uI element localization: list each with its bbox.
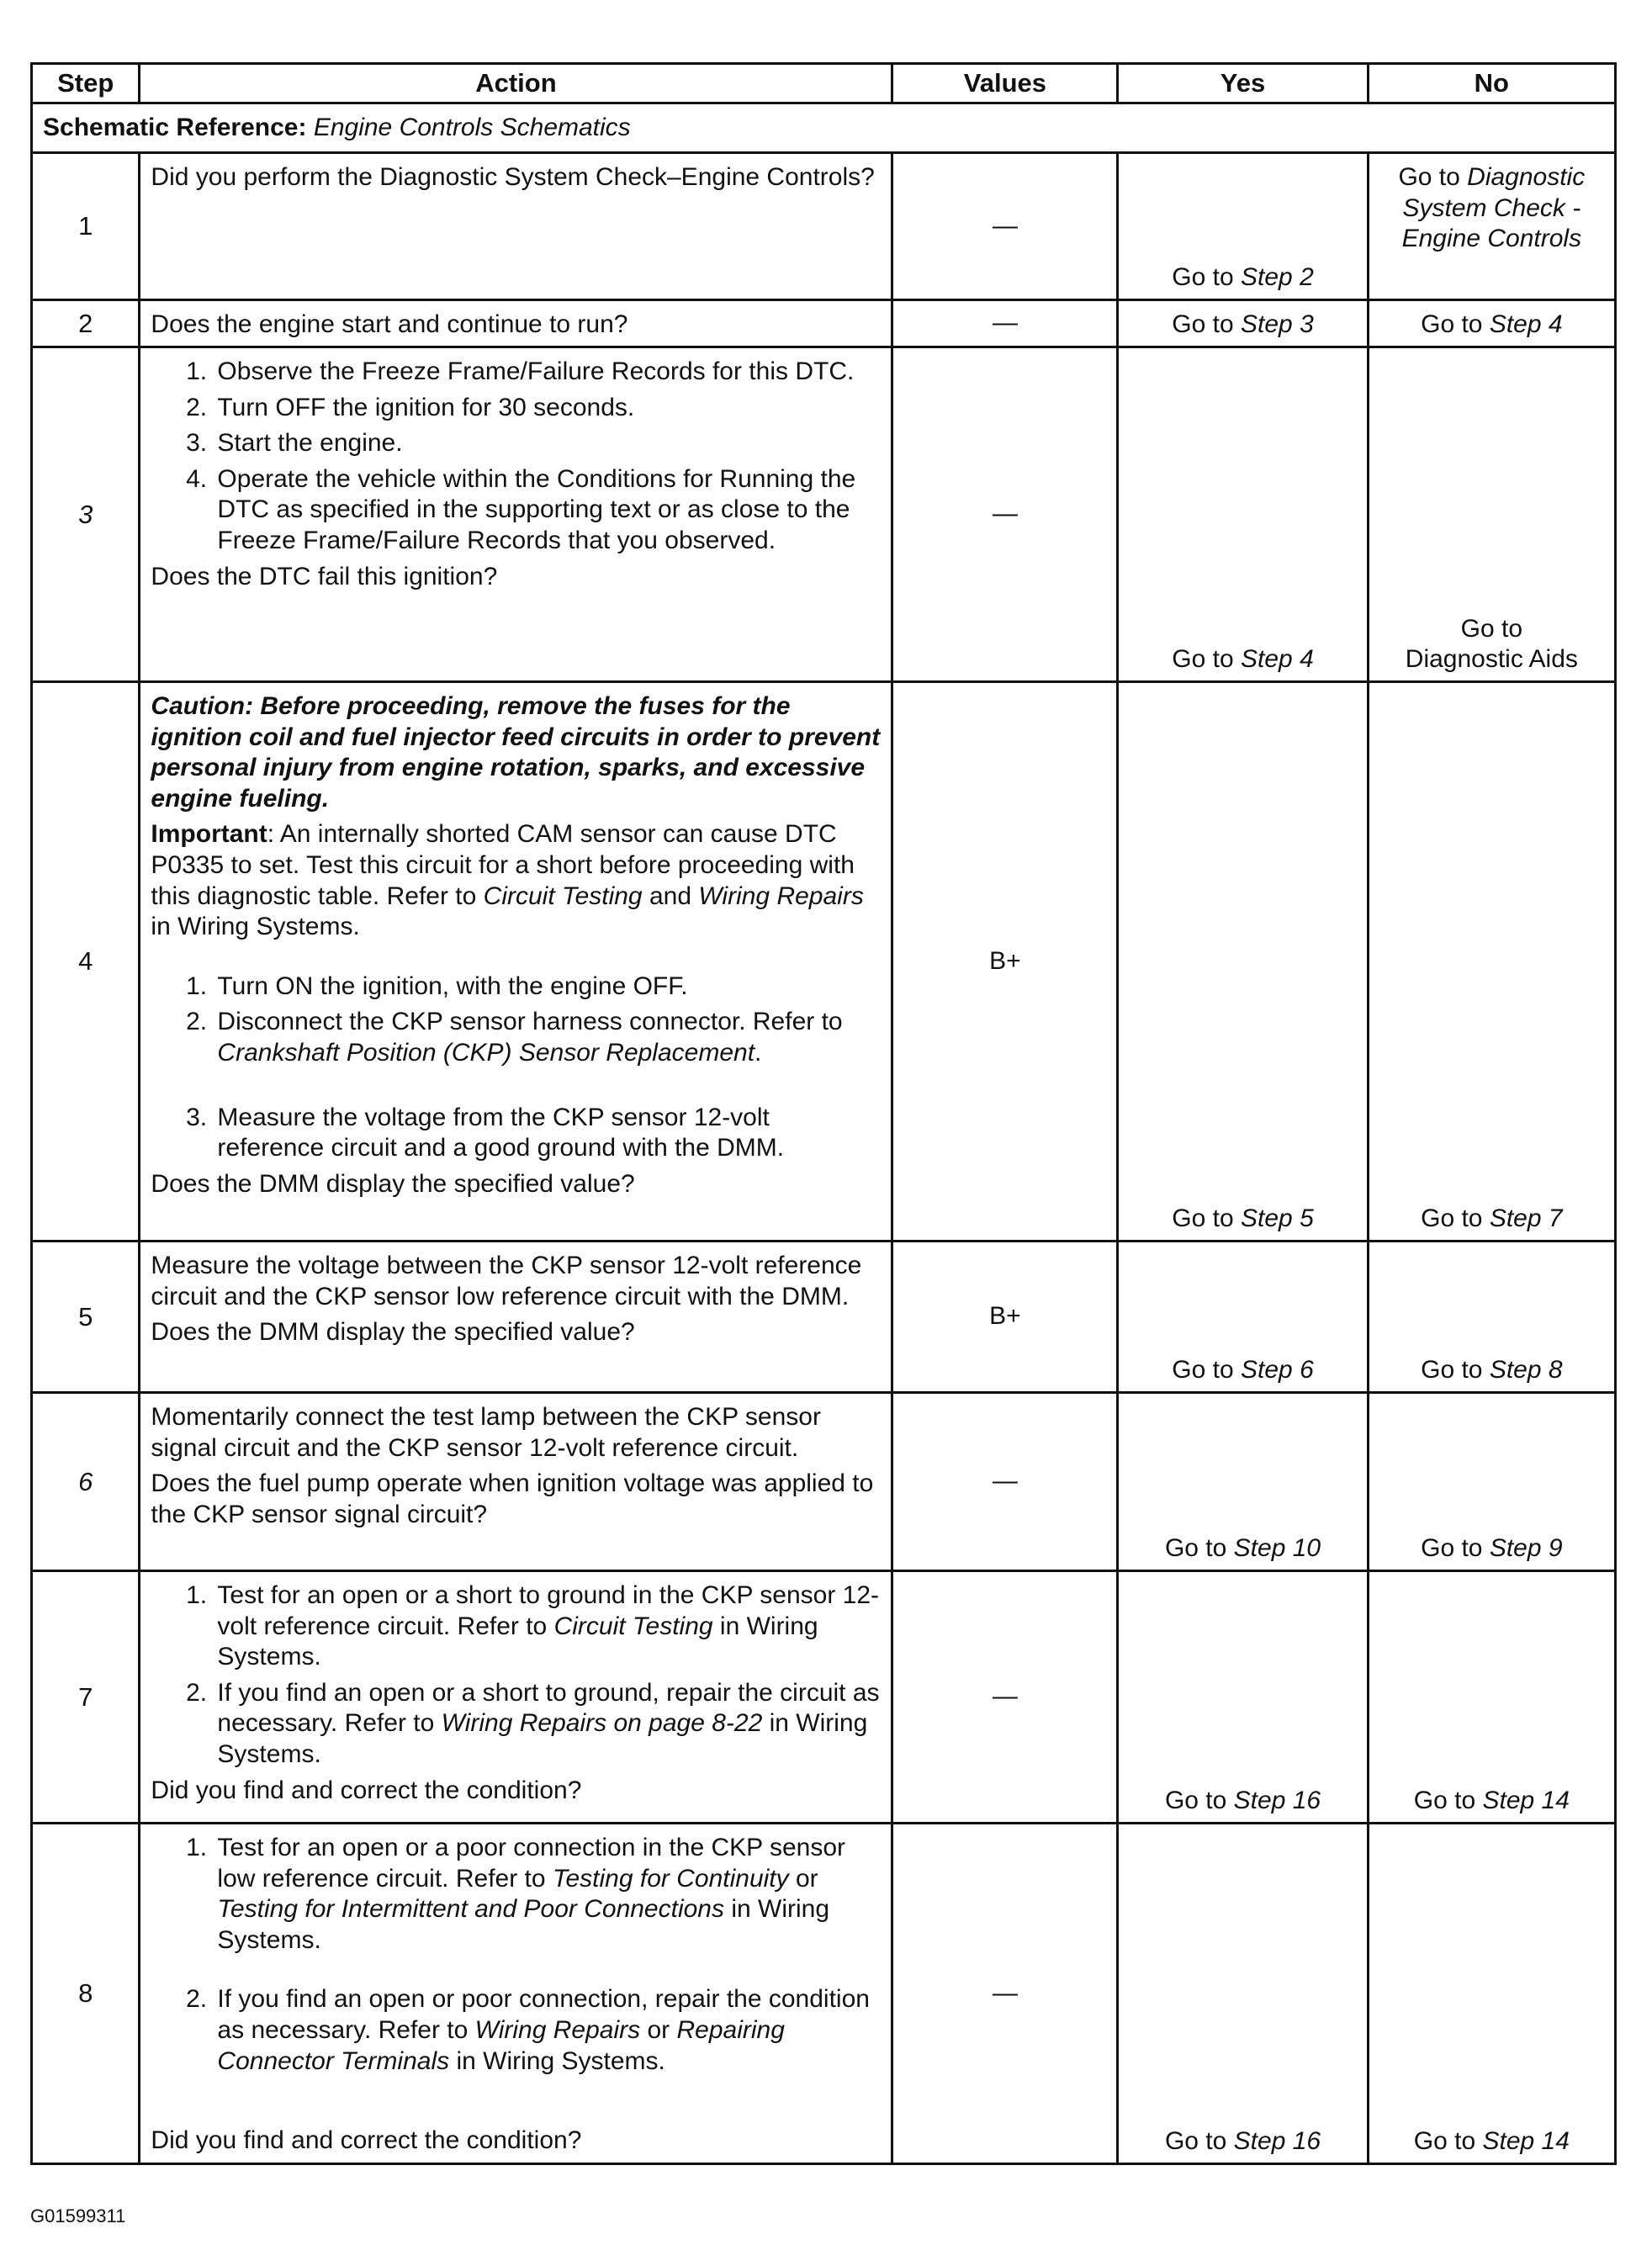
- important-label: Important: [151, 820, 267, 849]
- go-to-label: Go to: [1421, 1204, 1483, 1233]
- step-number: 4: [32, 682, 140, 1242]
- go-to-label: Go to: [1164, 1534, 1227, 1563]
- go-to-label: Go to: [1172, 310, 1234, 339]
- header-no: No: [1368, 64, 1615, 103]
- yes-cell: [1118, 1393, 1368, 1571]
- reference-link: Wiring Repairs on page 8-22: [441, 1709, 763, 1738]
- value-cell: B+: [892, 682, 1118, 1242]
- go-to-label: Go to: [1172, 1356, 1234, 1384]
- yes-step-ref: Step 16: [1233, 2127, 1321, 2156]
- yes-cell: [1118, 1571, 1368, 1824]
- value-cell: —: [892, 1571, 1118, 1824]
- action-text: Does the engine start and continue to run?: [151, 310, 628, 338]
- table-row: [32, 682, 1616, 1242]
- question-text: Does the DMM display the specified value?: [151, 1169, 635, 1198]
- no-cell: [1368, 1242, 1615, 1393]
- value-cell: —: [892, 153, 1118, 300]
- yes-cell: [1118, 1824, 1368, 2164]
- step-number: 7: [32, 1571, 140, 1824]
- no-step-ref: Step 9: [1489, 1534, 1563, 1563]
- reference-link: Wiring Repairs: [474, 2015, 641, 2044]
- list-item: 4. Operate the vehicle within the Conditions for Running the DTC as specified in the supporting text or as close to the Freeze Frame/Failure Records that you observed.: [214, 464, 881, 557]
- go-to-label: Go to: [1164, 1787, 1227, 1815]
- go-to-label: Go to: [1398, 163, 1460, 191]
- list-item: 2. Turn OFF the ignition for 30 seconds.: [214, 393, 881, 424]
- connector-text: in Wiring Systems.: [151, 913, 360, 941]
- go-to-label: Go to: [1172, 645, 1234, 674]
- header-step: Step: [32, 64, 140, 103]
- list-item: 1. Turn ON the ignition, with the engine OFF.: [214, 972, 881, 1003]
- connector-text: in Wiring Systems.: [217, 1895, 830, 1954]
- go-to-label: Go to: [1421, 1356, 1483, 1384]
- action-cell: [140, 300, 892, 347]
- go-to-label: Go to: [1421, 310, 1483, 339]
- no-step-ref: Step 7: [1489, 1204, 1563, 1233]
- caution-text: Caution: Before proceeding, remove the fuses for the ignition coil and fuel injector feed circuits in order to prevent personal injury from engine rotation, sparks, and excessive engine fueling.: [151, 692, 881, 813]
- no-cell: [1368, 153, 1615, 300]
- connector-text: or: [795, 1864, 818, 1893]
- header-values: Values: [892, 64, 1118, 103]
- step-number: 3: [32, 347, 140, 682]
- value-cell: B+: [892, 1242, 1118, 1393]
- yes-step-ref: Step 4: [1241, 645, 1314, 674]
- question-text: Did you find and correct the condition?: [151, 1776, 582, 1804]
- procedure-list: [151, 357, 881, 557]
- step-number: 1: [32, 153, 140, 300]
- list-item-text: Test for an open or a short to ground in the CKP sensor 12-volt reference circuit. Refer to: [217, 1581, 879, 1640]
- yes-cell: [1118, 682, 1368, 1242]
- action-cell: [140, 1571, 892, 1824]
- list-item-text: Disconnect the CKP sensor harness connector. Refer to: [217, 1008, 843, 1036]
- value-cell: —: [892, 300, 1118, 347]
- no-step-ref: Diagnostic Aids: [1405, 645, 1578, 674]
- table-row: [32, 300, 1616, 347]
- procedure-list: [151, 1833, 881, 2077]
- go-to-label: Go to: [1413, 2127, 1476, 2156]
- action-cell: [140, 1242, 892, 1393]
- value-cell: —: [892, 1824, 1118, 2164]
- reference-link: Wiring Repairs: [698, 882, 864, 910]
- question-text: Does the fuel pump operate when ignition voltage was applied to the CKP sensor signal circuit?: [151, 1469, 874, 1528]
- no-cell: [1368, 1824, 1615, 2164]
- schematic-reference-row: [32, 103, 1616, 153]
- yes-step-ref: Step 5: [1241, 1204, 1314, 1233]
- connector-text: in Wiring Systems.: [456, 2046, 665, 2075]
- list-item: [214, 1833, 881, 1956]
- no-cell: [1368, 682, 1615, 1242]
- value-cell: —: [892, 347, 1118, 682]
- connector-text: or: [647, 2015, 670, 2044]
- list-item: [214, 1678, 881, 1771]
- list-item: 3. Start the engine.: [214, 428, 881, 459]
- yes-step-ref: Step 6: [1241, 1356, 1314, 1384]
- yes-step-ref: Step 2: [1241, 263, 1314, 292]
- list-item: 1. Observe the Freeze Frame/Failure Records for this DTC.: [214, 357, 881, 388]
- action-cell: [140, 153, 892, 300]
- go-to-label: Go to: [1164, 2127, 1227, 2156]
- yes-cell: [1118, 300, 1368, 347]
- schematic-reference-label: Schematic Reference:: [43, 113, 307, 141]
- header-yes: Yes: [1118, 64, 1368, 103]
- yes-step-ref: Step 3: [1241, 310, 1314, 339]
- table-row: [32, 1393, 1616, 1571]
- yes-cell: [1118, 153, 1368, 300]
- list-item: [214, 1007, 881, 1068]
- reference-link: Circuit Testing: [483, 882, 643, 910]
- list-item-text: Test for an open or a poor connection in the CKP sensor low reference circuit. Refer to: [217, 1834, 845, 1893]
- reference-link: Testing for Intermittent and Poor Connections: [217, 1895, 724, 1924]
- step-number: 8: [32, 1824, 140, 2164]
- no-step-ref: Step 14: [1482, 2127, 1570, 2156]
- list-item-text: If you find an open or a short to ground, repair the circuit as necessary. Refer to: [217, 1678, 880, 1738]
- go-to-label: Go to: [1460, 614, 1523, 643]
- diagnostic-table: [30, 62, 1617, 2165]
- schematic-reference-value: Engine Controls Schematics: [313, 113, 631, 141]
- reference-link: Circuit Testing: [553, 1612, 713, 1640]
- action-text: Momentarily connect the test lamp between the CKP sensor signal circuit and the CKP sensor 12-volt reference circuit.: [151, 1403, 821, 1462]
- action-cell: [140, 347, 892, 682]
- table-row: [32, 1824, 1616, 2164]
- no-step-ref: Step 4: [1489, 310, 1563, 339]
- list-item-text: If you find an open or poor connection, repair the condition as necessary. Refer to: [217, 1985, 870, 2044]
- list-item: 3. Measure the voltage from the CKP sensor 12-volt reference circuit and a good ground with the DMM.: [214, 1103, 881, 1164]
- important-note: [151, 819, 881, 942]
- question-text: Did you find and correct the condition?: [151, 2126, 582, 2155]
- no-step-ref: Step 8: [1489, 1356, 1563, 1384]
- action-text: Did you perform the Diagnostic System Check–Engine Controls?: [151, 163, 875, 191]
- question-text: Does the DMM display the specified value?: [151, 1318, 635, 1347]
- no-cell: [1368, 300, 1615, 347]
- action-text: Measure the voltage between the CKP sensor 12-volt reference circuit and the CKP sensor low reference circuit with the DMM.: [151, 1252, 862, 1310]
- go-to-label: Go to: [1172, 1204, 1234, 1233]
- no-step-ref: Diagnostic System Check - Engine Controls: [1401, 163, 1586, 253]
- procedure-list: [151, 1580, 881, 1771]
- table-row: [32, 153, 1616, 300]
- question-text: Does the DTC fail this ignition?: [151, 562, 498, 590]
- table-row: [32, 1242, 1616, 1393]
- list-item: [214, 1984, 881, 2077]
- list-item: [214, 1580, 881, 1673]
- no-cell: [1368, 347, 1615, 682]
- action-cell: [140, 1393, 892, 1571]
- no-cell: [1368, 1571, 1615, 1824]
- step-number: 2: [32, 300, 140, 347]
- reference-link: Crankshaft Position (CKP) Sensor Replacement: [217, 1038, 755, 1067]
- go-to-label: Go to: [1421, 1534, 1483, 1563]
- go-to-label: Go to: [1172, 263, 1234, 292]
- header-action: Action: [140, 64, 892, 103]
- table-row: [32, 1571, 1616, 1824]
- connector-text: in Wiring Systems.: [217, 1612, 818, 1671]
- yes-step-ref: Step 10: [1233, 1534, 1321, 1563]
- figure-code: G01599311: [30, 2205, 126, 2226]
- reference-link: Repairing Connector Terminals: [217, 2015, 785, 2075]
- yes-cell: [1118, 347, 1368, 682]
- step-number: 5: [32, 1242, 140, 1393]
- go-to-label: Go to: [1413, 1787, 1476, 1815]
- table-row: [32, 347, 1616, 682]
- procedure-list: [151, 972, 881, 1164]
- no-step-ref: Step 14: [1482, 1787, 1570, 1815]
- action-cell: [140, 682, 892, 1242]
- reference-link: Testing for Continuity: [552, 1864, 789, 1893]
- header-row: [32, 64, 1616, 103]
- connector-text: .: [755, 1038, 762, 1067]
- step-number: 6: [32, 1393, 140, 1571]
- important-text: : An internally shorted CAM sensor can cause DTC P0335 to set. Test this circuit for a short before proceeding with this diagnostic table. Refer to: [151, 820, 855, 910]
- connector-text: and: [649, 882, 692, 910]
- schematic-reference: [32, 103, 1616, 153]
- no-cell: [1368, 1393, 1615, 1571]
- action-cell: [140, 1824, 892, 2164]
- yes-step-ref: Step 16: [1233, 1787, 1321, 1815]
- connector-text: in Wiring Systems.: [217, 1709, 868, 1768]
- yes-cell: [1118, 1242, 1368, 1393]
- value-cell: —: [892, 1393, 1118, 1571]
